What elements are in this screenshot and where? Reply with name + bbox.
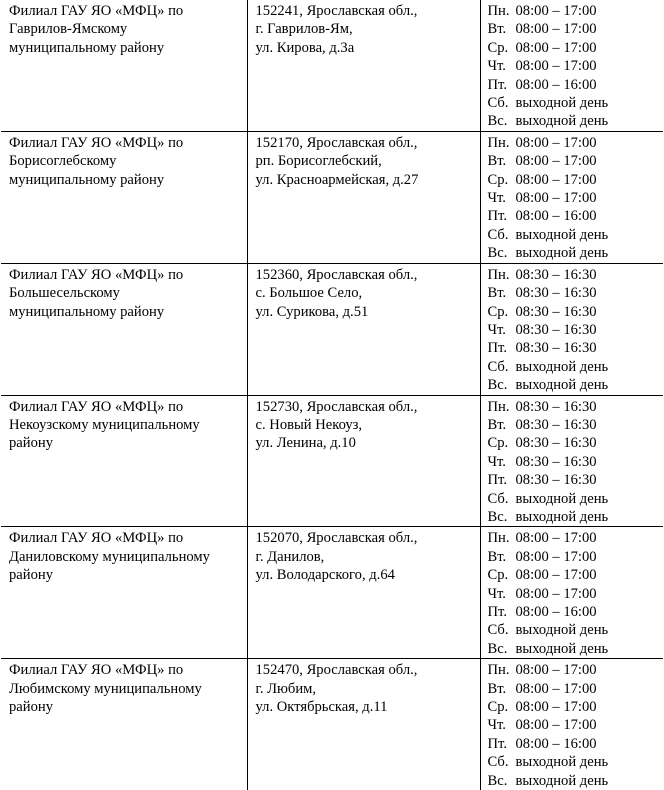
schedule-day: Вс.: [487, 377, 508, 394]
schedule-row: [488, 284, 660, 302]
table-row: [1, 263, 663, 395]
office-address-cell: [247, 131, 480, 263]
schedule-row: [488, 471, 660, 489]
office-schedule-cell: [480, 395, 663, 527]
schedule-row: [488, 244, 660, 262]
schedule-row: [488, 772, 660, 790]
schedule-day: Сб.: [487, 490, 509, 507]
schedule-day: Вс.: [487, 640, 508, 657]
office-schedule-cell: [480, 263, 663, 395]
schedule-hours: выходной день: [515, 772, 609, 789]
schedule-day: Пт.: [487, 76, 507, 93]
schedule-row: [488, 698, 660, 716]
office-name-line: Даниловскому муниципальному: [9, 548, 210, 565]
schedule-day: Пн.: [487, 134, 510, 151]
schedule-row: [488, 621, 660, 639]
office-schedule-cell: [480, 131, 663, 263]
office-name-line: Гаврилов-Ямскому: [9, 21, 128, 38]
schedule-row: [488, 20, 660, 38]
schedule-day: Сб.: [487, 754, 509, 771]
office-address-line: 152170, Ярославская обл.,: [255, 134, 418, 151]
schedule-row: [488, 434, 660, 452]
office-name-line: Филиал ГАУ ЯО «МФЦ» по: [9, 662, 184, 679]
office-name-cell: [1, 131, 247, 263]
office-name-line: Филиал ГАУ ЯО «МФЦ» по: [9, 266, 184, 283]
office-name-line: муниципальному району: [9, 171, 165, 188]
schedule-row: [488, 661, 660, 679]
office-address-line: рп. Борисоглебский,: [255, 153, 382, 170]
schedule-row: [488, 189, 660, 207]
schedule-hours: выходной день: [515, 508, 609, 525]
schedule-day: Ср.: [487, 567, 509, 584]
schedule-day: Пн.: [487, 398, 510, 415]
schedule-hours: выходной день: [515, 754, 609, 771]
schedule-row: [488, 171, 660, 189]
schedule-row: [488, 376, 660, 394]
schedule-row: [488, 566, 660, 584]
schedule-hours: выходной день: [515, 245, 609, 262]
schedule-day: Сб.: [487, 95, 509, 112]
schedule-hours: 08:00 – 17:00: [515, 3, 597, 19]
schedule-hours: 08:30 – 16:30: [515, 266, 597, 283]
office-address-line: с. Большое Село,: [255, 285, 363, 302]
schedule-row: [488, 735, 660, 753]
schedule-hours: 08:00 – 17:00: [515, 39, 597, 56]
schedule-row: [488, 585, 660, 603]
schedule-day: Пт.: [487, 340, 507, 357]
office-address-line: с. Новый Некоуз,: [255, 416, 363, 433]
schedule-hours: выходной день: [515, 226, 609, 243]
schedule-row: [488, 490, 660, 508]
schedule-row: [488, 453, 660, 471]
office-schedule-cell: [480, 527, 663, 659]
schedule-hours: выходной день: [515, 377, 609, 394]
schedule-day: Пн.: [487, 266, 510, 283]
office-name-line: району: [9, 699, 53, 716]
schedule-row: [488, 321, 660, 339]
office-address-cell: [247, 527, 480, 659]
office-address-line: ул. Октябрьская, д.11: [255, 699, 388, 716]
schedule-row: [488, 39, 660, 57]
schedule-day: Вт.: [487, 548, 507, 565]
office-name-line: Филиал ГАУ ЯО «МФЦ» по: [9, 134, 184, 151]
schedule-hours: 08:00 – 17:00: [515, 153, 597, 170]
schedule-day: Пн.: [487, 530, 510, 547]
schedule-hours: 08:00 – 17:00: [515, 530, 597, 547]
schedule-hours: 08:30 – 16:30: [515, 435, 597, 452]
schedule-hours: выходной день: [515, 622, 609, 639]
schedule-hours: 08:00 – 16:00: [515, 735, 597, 752]
office-address-cell: [247, 659, 480, 790]
schedule-day: Чт.: [487, 190, 506, 207]
office-name-line: Филиал ГАУ ЯО «МФЦ» по: [9, 398, 184, 415]
schedule-hours: 08:00 – 17:00: [515, 58, 597, 75]
office-address-line: ул. Кирова, д.3а: [255, 39, 355, 56]
office-name-cell: [1, 0, 247, 131]
schedule-row: [488, 94, 660, 112]
office-name-line: муниципальному району: [9, 303, 165, 320]
office-address-cell: [247, 395, 480, 527]
schedule-day: Вт.: [487, 153, 507, 170]
office-address-line: 152360, Ярославская обл.,: [255, 266, 418, 283]
schedule-day: Сб.: [487, 358, 509, 375]
office-name-line: району: [9, 567, 53, 584]
office-address-line: 152070, Ярославская обл.,: [255, 530, 418, 547]
schedule-row: [488, 753, 660, 771]
schedule-row: [488, 548, 660, 566]
schedule-day: Пт.: [487, 208, 507, 225]
office-name-cell: [1, 395, 247, 527]
schedule-row: [488, 207, 660, 225]
schedule-hours: 08:30 – 16:30: [515, 398, 597, 415]
schedule-hours: 08:00 – 17:00: [515, 567, 597, 584]
schedule-hours: 08:00 – 17:00: [515, 680, 597, 697]
schedule-day: Чт.: [487, 321, 506, 338]
schedule-hours: выходной день: [515, 358, 609, 375]
schedule-hours: выходной день: [515, 113, 609, 130]
schedule-hours: 08:00 – 17:00: [515, 699, 597, 716]
office-address-cell: [247, 0, 480, 131]
office-name-line: району: [9, 435, 53, 452]
schedule-row: [488, 112, 660, 130]
schedule-day: Ср.: [487, 435, 509, 452]
schedule-day: Пт.: [487, 472, 507, 489]
schedule-row: [488, 266, 660, 284]
schedule-hours: 08:30 – 16:30: [515, 340, 597, 357]
schedule-day: Сб.: [487, 226, 509, 243]
office-name-line: Любимскому муниципальному: [9, 680, 202, 697]
schedule-hours: 08:00 – 16:00: [515, 604, 597, 620]
schedule-day: Пн.: [487, 3, 510, 19]
schedule-hours: 08:00 – 16:00: [515, 76, 597, 93]
schedule-day: Вт.: [487, 416, 507, 433]
office-address-line: г. Любим,: [255, 680, 317, 697]
schedule-day: Чт.: [487, 585, 506, 602]
schedule-hours: 08:30 – 16:30: [515, 285, 597, 302]
office-name-line: Борисоглебскому: [9, 153, 117, 170]
schedule-day: Чт.: [487, 58, 506, 75]
office-address-line: ул. Красноармейская, д.27: [255, 171, 419, 188]
schedule-hours: 08:00 – 17:00: [515, 585, 597, 602]
schedule-day: Чт.: [487, 717, 506, 734]
schedule-row: [488, 134, 660, 152]
schedule-row: [488, 152, 660, 170]
table-row: [1, 527, 663, 659]
schedule-hours: 08:30 – 16:30: [515, 416, 597, 433]
schedule-day: Ср.: [487, 303, 509, 320]
schedule-hours: 08:30 – 16:30: [515, 453, 597, 470]
office-name-line: Филиал ГАУ ЯО «МФЦ» по: [9, 3, 184, 19]
schedule-hours: выходной день: [515, 95, 609, 112]
office-address-line: г. Данилов,: [255, 548, 325, 565]
schedule-day: Чт.: [487, 453, 506, 470]
office-name-cell: [1, 527, 247, 659]
schedule-day: Пн.: [487, 662, 510, 679]
schedule-row: [488, 640, 660, 658]
table-row: [1, 395, 663, 527]
schedule-day: Пт.: [487, 735, 507, 752]
schedule-day: Вс.: [487, 508, 508, 525]
table-row: [1, 131, 663, 263]
schedule-hours: 08:00 – 16:00: [515, 208, 597, 225]
schedule-row: [488, 529, 660, 547]
office-name-cell: [1, 659, 247, 790]
schedule-row: [488, 716, 660, 734]
schedule-day: Ср.: [487, 39, 509, 56]
schedule-row: [488, 680, 660, 698]
office-name-line: муниципальному району: [9, 39, 165, 56]
schedule-hours: 08:30 – 16:30: [515, 303, 597, 320]
schedule-hours: 08:30 – 16:30: [515, 321, 597, 338]
schedule-day: Вс.: [487, 245, 508, 262]
office-address-line: 152241, Ярославская обл.,: [255, 3, 418, 19]
office-address-line: ул. Володарского, д.64: [255, 567, 395, 584]
schedule-row: [488, 76, 660, 94]
schedule-day: Пт.: [487, 604, 507, 620]
schedule-hours: 08:00 – 17:00: [515, 134, 597, 151]
office-name-cell: [1, 263, 247, 395]
schedule-row: [488, 226, 660, 244]
schedule-row: [488, 416, 660, 434]
schedule-hours: выходной день: [515, 640, 609, 657]
schedule-hours: 08:30 – 16:30: [515, 472, 597, 489]
office-schedule-cell: [480, 0, 663, 131]
office-address-line: ул. Ленина, д.10: [255, 435, 356, 452]
schedule-hours: выходной день: [515, 490, 609, 507]
schedule-hours: 08:00 – 17:00: [515, 548, 597, 565]
offices-table: [1, 0, 663, 790]
schedule-day: Ср.: [487, 699, 509, 716]
schedule-day: Ср.: [487, 171, 509, 188]
office-schedule-cell: [480, 659, 663, 790]
office-name-line: Некоузскому муниципальному: [9, 416, 200, 433]
office-address-line: 152470, Ярославская обл.,: [255, 662, 418, 679]
schedule-hours: 08:00 – 17:00: [515, 21, 597, 38]
schedule-row: [488, 303, 660, 321]
schedule-row: [488, 57, 660, 75]
schedule-day: Вт.: [487, 21, 507, 38]
schedule-hours: 08:00 – 17:00: [515, 190, 597, 207]
office-address-line: 152730, Ярославская обл.,: [255, 398, 418, 415]
schedule-hours: 08:00 – 17:00: [515, 662, 597, 679]
schedule-row: [488, 358, 660, 376]
schedule-day: Вс.: [487, 113, 508, 130]
schedule-row: [488, 508, 660, 526]
table-row: [1, 0, 663, 131]
schedule-row: [488, 398, 660, 416]
schedule-hours: 08:00 – 17:00: [515, 717, 597, 734]
office-address-line: г. Гаврилов-Ям,: [255, 21, 353, 38]
schedule-row: [488, 2, 660, 20]
schedule-day: Сб.: [487, 622, 509, 639]
schedule-day: Вт.: [487, 285, 507, 302]
schedule-hours: 08:00 – 17:00: [515, 171, 597, 188]
office-address-line: ул. Сурикова, д.51: [255, 303, 369, 320]
office-name-line: Большесельскому: [9, 285, 120, 302]
offices-table-body: [1, 0, 663, 790]
office-address-cell: [247, 263, 480, 395]
schedule-row: [488, 339, 660, 357]
table-row: [1, 659, 663, 790]
schedule-day: Вт.: [487, 680, 507, 697]
schedule-day: Вс.: [487, 772, 508, 789]
schedule-row: [488, 603, 660, 621]
office-name-line: Филиал ГАУ ЯО «МФЦ» по: [9, 530, 184, 547]
